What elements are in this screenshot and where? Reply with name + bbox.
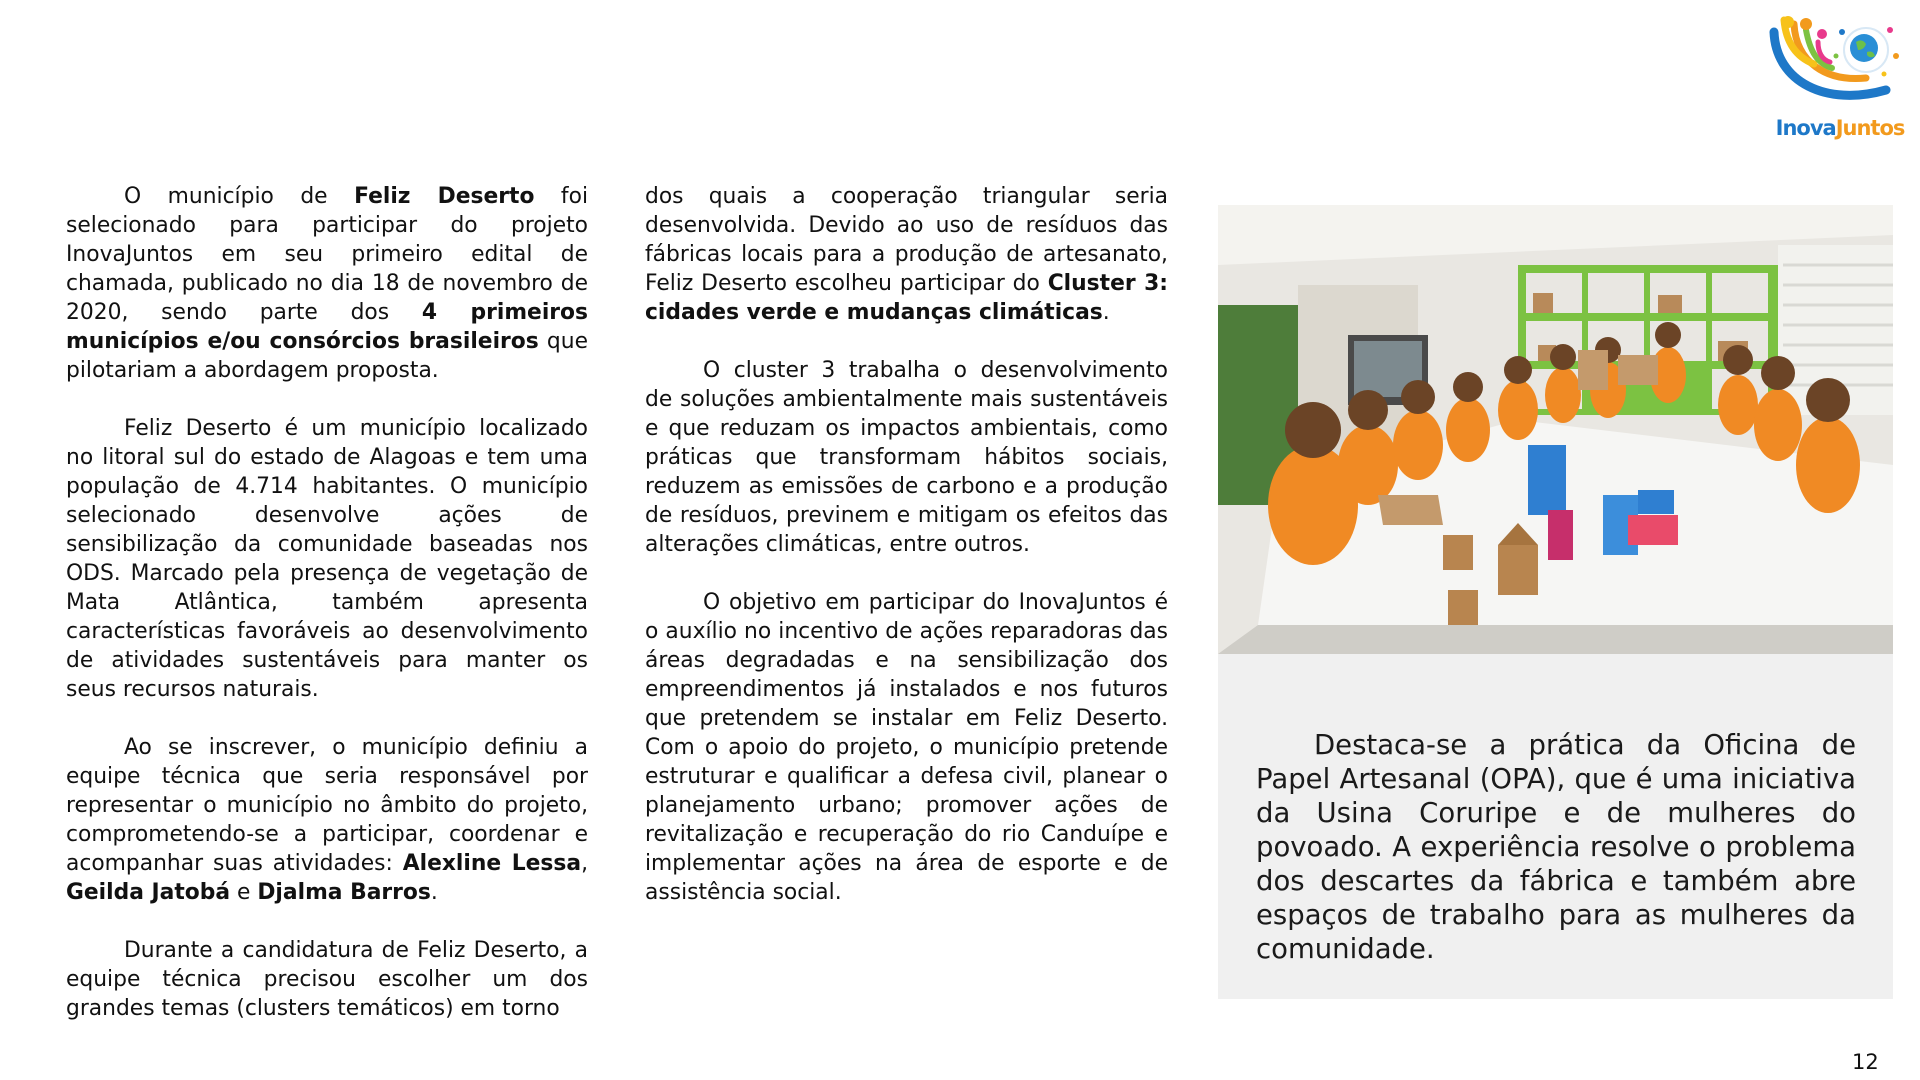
paragraph: O município de Feliz Deserto foi selecionado para participar do projeto InovaJuntos em seu primeiro edital de chamada, publicado no dia 18 de novembro de 2020, sendo parte dos 4 primeiros municípios e/ou consórcios brasileiros que pilotariam a abordagem proposta. <box>66 184 588 383</box>
page-number: 12 <box>1852 1050 1879 1074</box>
photo-caption: Destaca-se a prática da Oficina de Papel Artesanal (OPA), que é uma iniciativa da Usina Coruripe e de mulheres do povoado. A experiência resolve o problema dos descartes da fábrica e também abre espaços de trabalho para as mulheres da comunidade. <box>1256 729 1856 965</box>
text-column-2 <box>645 182 1168 936</box>
bold-text: Djalma Barros <box>257 880 431 905</box>
paragraph: Feliz Deserto é um município localizado no litoral sul do estado de Alagoas e tem uma população de 4.714 habitantes. O município selecionado desenvolve ações de sensibilização da comunidade baseadas nos ODS. Marcado pela presença de vegetação de Mata Atlântica, também apresenta características favoráveis ao desenvolvimento de atividades sustentáveis para manter os seus recursos naturais. <box>66 416 588 702</box>
paragraph: Durante a candidatura de Feliz Deserto, a equipe técnica precisou escolher um dos grandes temas (clusters temáticos) em torno <box>66 938 588 1021</box>
paragraph: dos quais a cooperação triangular seria desenvolvida. Devido ao uso de resíduos das fábricas locais para a produção de artesanato, Feliz Deserto escolheu participar do Cluster 3: cidades verde e mudanças climáticas. <box>645 184 1168 325</box>
bold-text: Cluster 3: cidades verde e mudanças climáticas <box>645 271 1168 325</box>
paragraph: O objetivo em participar do InovaJuntos é o auxílio no incentivo de ações reparadoras das áreas degradadas e na sensibilização dos empreendimentos já instalados e nos futuros que pretendem se instalar em Feliz Deserto. Com o apoio do projeto, o município pretende estruturar e qualificar a defesa civil, planear o planejamento urbano; promover ações de revitalização e recuperação do rio Canduípe e implementar ações na área de esporte e de assistência social. <box>645 590 1168 905</box>
text-column-1 <box>66 182 588 1052</box>
paragraph: Ao se inscrever, o município definiu a equipe técnica que seria responsável por representar o município no âmbito do projeto, comprometendo-se a participar, coordenar e acompanhar suas atividades: Alexline Lessa, Geilda Jatobá e Djalma Barros. <box>66 735 588 905</box>
bold-text: Feliz Deserto <box>354 184 535 209</box>
caption-box <box>1218 654 1893 999</box>
bold-text: 4 primeiros municípios e/ou consórcios brasileiros <box>66 300 588 354</box>
bold-text: Geilda Jatobá <box>66 880 231 905</box>
logo-wordmark <box>1766 116 1914 140</box>
inovajuntos-logo <box>1766 12 1914 138</box>
bold-text: Alexline Lessa <box>402 851 582 876</box>
photo-illustration <box>1218 205 1893 654</box>
paragraph: O cluster 3 trabalha o desenvolvimento de soluções ambientalmente mais sustentáveis e que reduzam os impactos ambientais, como práticas que transformam hábitos sociais, reduzem as emissões de carbono e a produção de resíduos, previnem e mitigam os efeitos das alterações climáticas, entre outros. <box>645 358 1168 557</box>
workshop-photo <box>1218 205 1893 654</box>
logo-graphic <box>1766 12 1914 116</box>
logo-text-inova: Inova <box>1775 116 1836 140</box>
logo-text-juntos: Juntos <box>1835 116 1905 140</box>
